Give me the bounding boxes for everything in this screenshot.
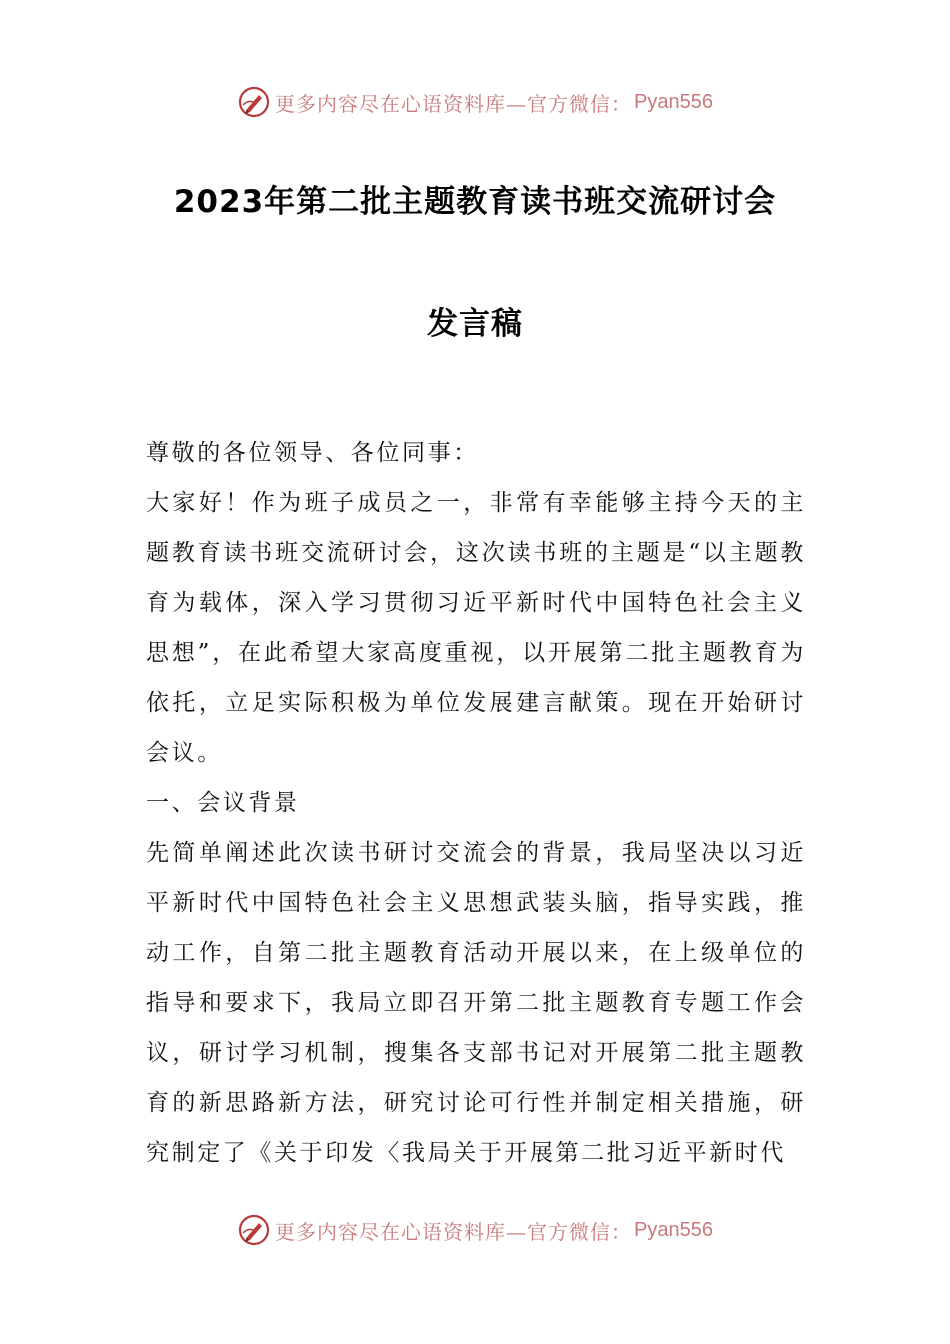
section-heading: 一、会议背景	[146, 790, 300, 816]
document-title-continued: 发言稿	[427, 306, 523, 342]
watermark-handle: Pyan556	[634, 1218, 713, 1241]
pen-logo-icon	[237, 1213, 271, 1247]
watermark-handle: Pyan556	[634, 90, 713, 113]
paragraph-background: 先简单阐述此次读书研讨交流会的背景，我局坚决以习近平新时代中国特色社会主义思想武装头脑，指导实践，推动工作，自第二批主题教育活动开展以来，在上级单位的指导和要求下，我局立即召开第二批主题教育专题工作会议，研讨学习机制，搜集各支部书记对开展第二批主题教育的新思路新方法，研究讨论可行性并制定相关措施，研究制定了《关于印发〈我局关于开展第二批习近平新时代	[146, 840, 806, 1166]
document-title: 2023年第二批主题教育读书班交流研讨会	[173, 184, 777, 220]
watermark-site-text: 更多内容尽在心语资料库—官方微信：	[275, 91, 633, 116]
paragraph-intro: 大家好！作为班子成员之一，非常有幸能够主持今天的主题教育读书班交流研讨会，这次读书班的主题是“以主题教育为载体，深入学习贯彻习近平新时代中国特色社会主义思想”，在此希望大家高度重视，以开展第二批主题教育为依托，立足实际积极为单位发展建言献策。现在开始研讨会议。	[146, 490, 806, 766]
watermark-site-text: 更多内容尽在心语资料库—官方微信：	[275, 1219, 633, 1244]
document-body	[146, 428, 806, 1178]
watermark-header	[0, 82, 950, 122]
watermark-footer	[0, 1210, 950, 1250]
pen-logo-icon	[237, 85, 271, 119]
salutation: 尊敬的各位领导、各位同事：	[146, 440, 479, 466]
